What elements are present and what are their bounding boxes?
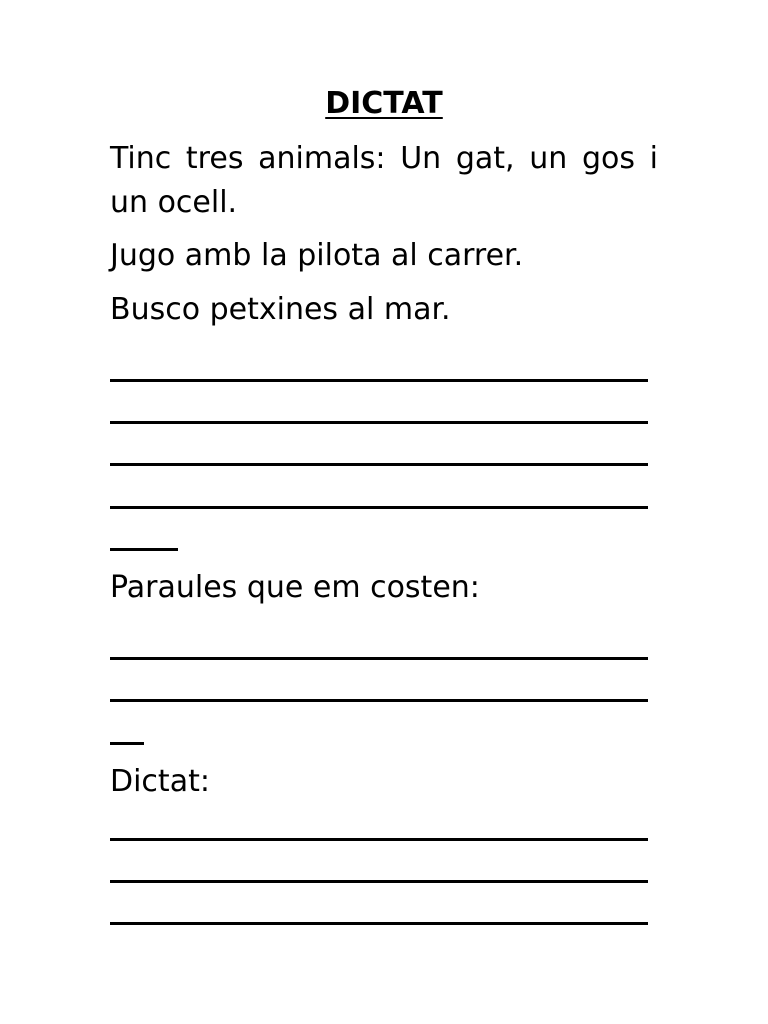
writing-line[interactable] (110, 379, 648, 382)
sentence-ball: Jugo amb la pilota al carrer. (110, 238, 524, 273)
sentence-shells: Busco petxines al mar. (110, 292, 451, 327)
writing-line[interactable] (110, 657, 648, 660)
document-title: DICTAT (325, 86, 443, 121)
writing-line[interactable] (110, 506, 648, 509)
writing-line[interactable] (110, 838, 648, 841)
writing-line[interactable] (110, 880, 648, 883)
writing-line[interactable] (110, 421, 648, 424)
sentence-animals: Tinc tres animals: Un gat, un gos i un ocell. (110, 141, 658, 220)
writing-line[interactable] (110, 463, 648, 466)
section-heading-dictation: Dictat: (110, 764, 210, 799)
writing-line-short[interactable] (110, 548, 178, 551)
writing-line[interactable] (110, 699, 648, 702)
writing-line-short[interactable] (110, 742, 144, 745)
section-heading-hard-words: Paraules que em costen: (110, 570, 480, 605)
writing-line[interactable] (110, 922, 648, 925)
